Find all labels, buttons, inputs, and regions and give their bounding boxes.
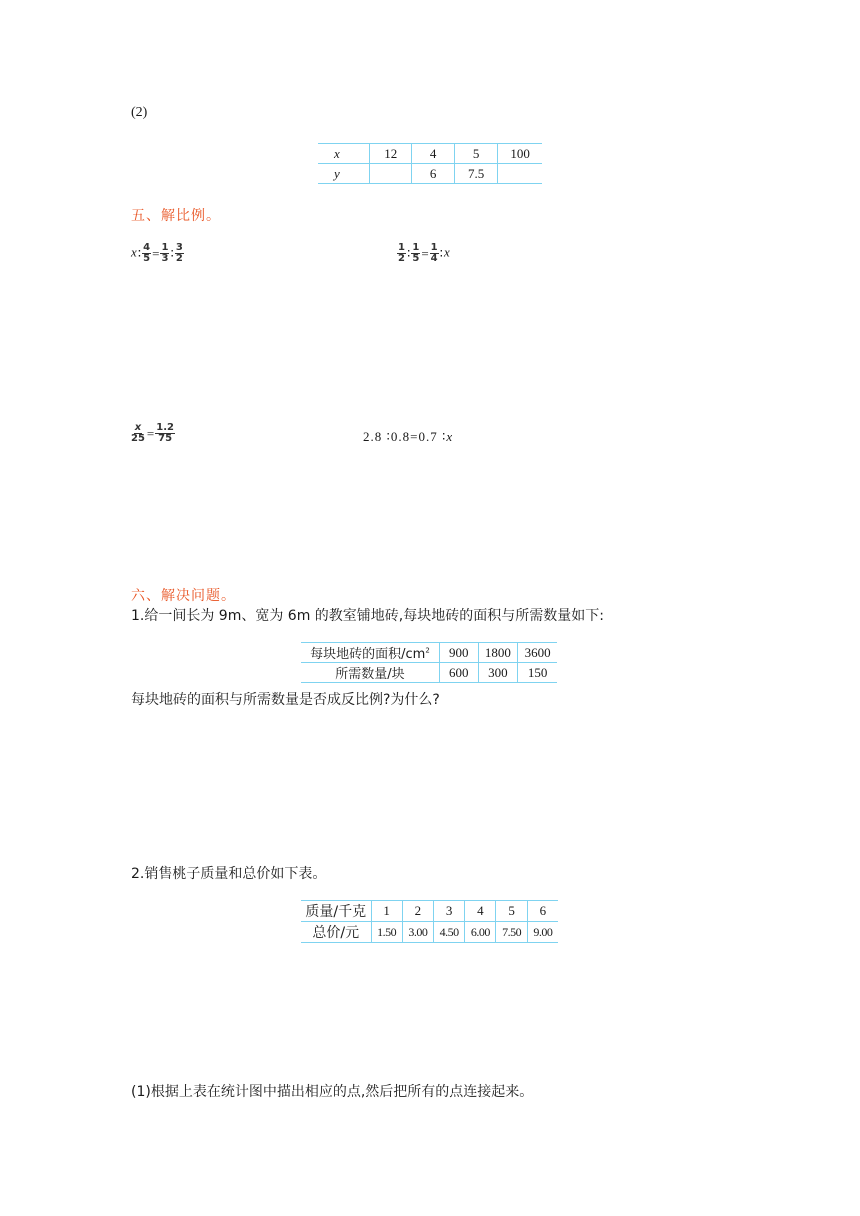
table-cell: 2 <box>402 901 433 922</box>
equation-4 <box>363 429 453 445</box>
fraction <box>130 423 146 444</box>
table-cell: 1800 <box>478 643 518 663</box>
table-cell: 6.00 <box>465 922 496 943</box>
table-cell: 7.50 <box>496 922 527 943</box>
table-cell: 1.50 <box>371 922 402 943</box>
numerator: 1 <box>161 242 169 253</box>
denominator: 2 <box>398 253 405 264</box>
table-row-head: 所需数量/块 <box>301 663 439 683</box>
numerator: 1.2 <box>156 422 174 433</box>
fraction <box>411 243 420 264</box>
xy-table <box>318 143 542 184</box>
variable-x: x <box>446 429 454 444</box>
table-row <box>318 164 542 184</box>
table-cell: 900 <box>439 643 478 663</box>
equation-3 <box>130 423 175 444</box>
table-cell: 6 <box>412 164 455 184</box>
table-cell: 5 <box>496 901 527 922</box>
variable-x: x <box>444 244 450 260</box>
table-row <box>301 663 557 683</box>
table-row <box>301 922 558 943</box>
equals-sign: = <box>421 245 429 261</box>
denominator: 5 <box>143 253 151 264</box>
fraction <box>397 243 406 264</box>
table-row <box>301 901 558 922</box>
table-row <box>318 144 542 164</box>
table-cell: 3600 <box>518 643 557 663</box>
denominator: 25 <box>131 433 145 444</box>
table-cell-head: x <box>318 144 370 164</box>
fraction <box>160 243 169 264</box>
table-row-head: 总价/元 <box>301 922 371 943</box>
numerator: 1 <box>398 242 405 253</box>
fraction <box>142 243 151 264</box>
table-cell: 100 <box>498 144 542 164</box>
denominator: 75 <box>158 433 173 444</box>
equals-sign: = <box>146 425 155 441</box>
table-row <box>301 643 557 663</box>
equation-text: 2.8 ∶0.8=0.7 ∶ <box>363 429 447 444</box>
ratio-sign: ∶ <box>137 245 142 261</box>
tile-table <box>301 642 557 683</box>
equation-2 <box>397 243 450 264</box>
variable-x: x <box>131 244 137 260</box>
table-cell: 3 <box>434 901 465 922</box>
section-heading-6: 六、解决问题。 <box>131 589 236 604</box>
numerator: 4 <box>143 242 151 253</box>
table-cell-head: y <box>318 164 370 184</box>
table-cell: 150 <box>518 663 557 683</box>
denominator: 3 <box>161 253 169 264</box>
table-cell: 4.50 <box>434 922 465 943</box>
question-1-text: 1.给一间长为 9m、宽为 6m 的教室铺地砖,每块地砖的面积与所需数量如下: <box>131 608 604 624</box>
ratio-sign: ∶ <box>406 245 411 261</box>
numerator: x <box>134 422 142 433</box>
peach-table <box>301 900 558 943</box>
table-cell: 300 <box>478 663 518 683</box>
section-heading-5: 五、解比例。 <box>131 209 221 224</box>
question-2-sub-1: (1)根据上表在统计图中描出相应的点,然后把所有的点连接起来。 <box>131 1084 534 1100</box>
fraction <box>175 243 184 264</box>
equation-1 <box>131 243 184 264</box>
question-1-prompt: 每块地砖的面积与所需数量是否成反比例?为什么? <box>131 692 440 708</box>
table-cell: 12 <box>370 144 412 164</box>
fraction <box>155 423 175 444</box>
table-cell: 6 <box>527 901 558 922</box>
superscript: 2 <box>425 646 430 655</box>
table-cell: 7.5 <box>454 164 497 184</box>
ratio-sign: ∶ <box>170 245 174 261</box>
table-cell: 1 <box>371 901 402 922</box>
denominator: 2 <box>175 253 183 264</box>
numerator: 1 <box>412 242 420 253</box>
table-cell: 4 <box>465 901 496 922</box>
equals-sign: = <box>152 245 160 261</box>
denominator: 4 <box>430 253 438 264</box>
row-head-text: 每块地砖的面积/cm <box>310 647 426 662</box>
part-label: (2) <box>131 105 148 120</box>
question-2-text: 2.销售桃子质量和总价如下表。 <box>131 866 327 882</box>
table-cell: 3.00 <box>402 922 433 943</box>
table-cell <box>498 164 542 184</box>
table-cell: 9.00 <box>527 922 558 943</box>
table-row-head: 质量/千克 <box>301 901 371 922</box>
numerator: 1 <box>430 242 438 253</box>
table-cell: 4 <box>412 144 455 164</box>
numerator: 3 <box>175 242 183 253</box>
fraction <box>430 243 439 264</box>
denominator: 5 <box>412 253 420 264</box>
table-cell: 600 <box>439 663 478 683</box>
ratio-sign: ∶ <box>439 245 444 261</box>
table-cell <box>370 164 412 184</box>
table-cell: 5 <box>454 144 497 164</box>
table-row-head <box>301 643 439 663</box>
